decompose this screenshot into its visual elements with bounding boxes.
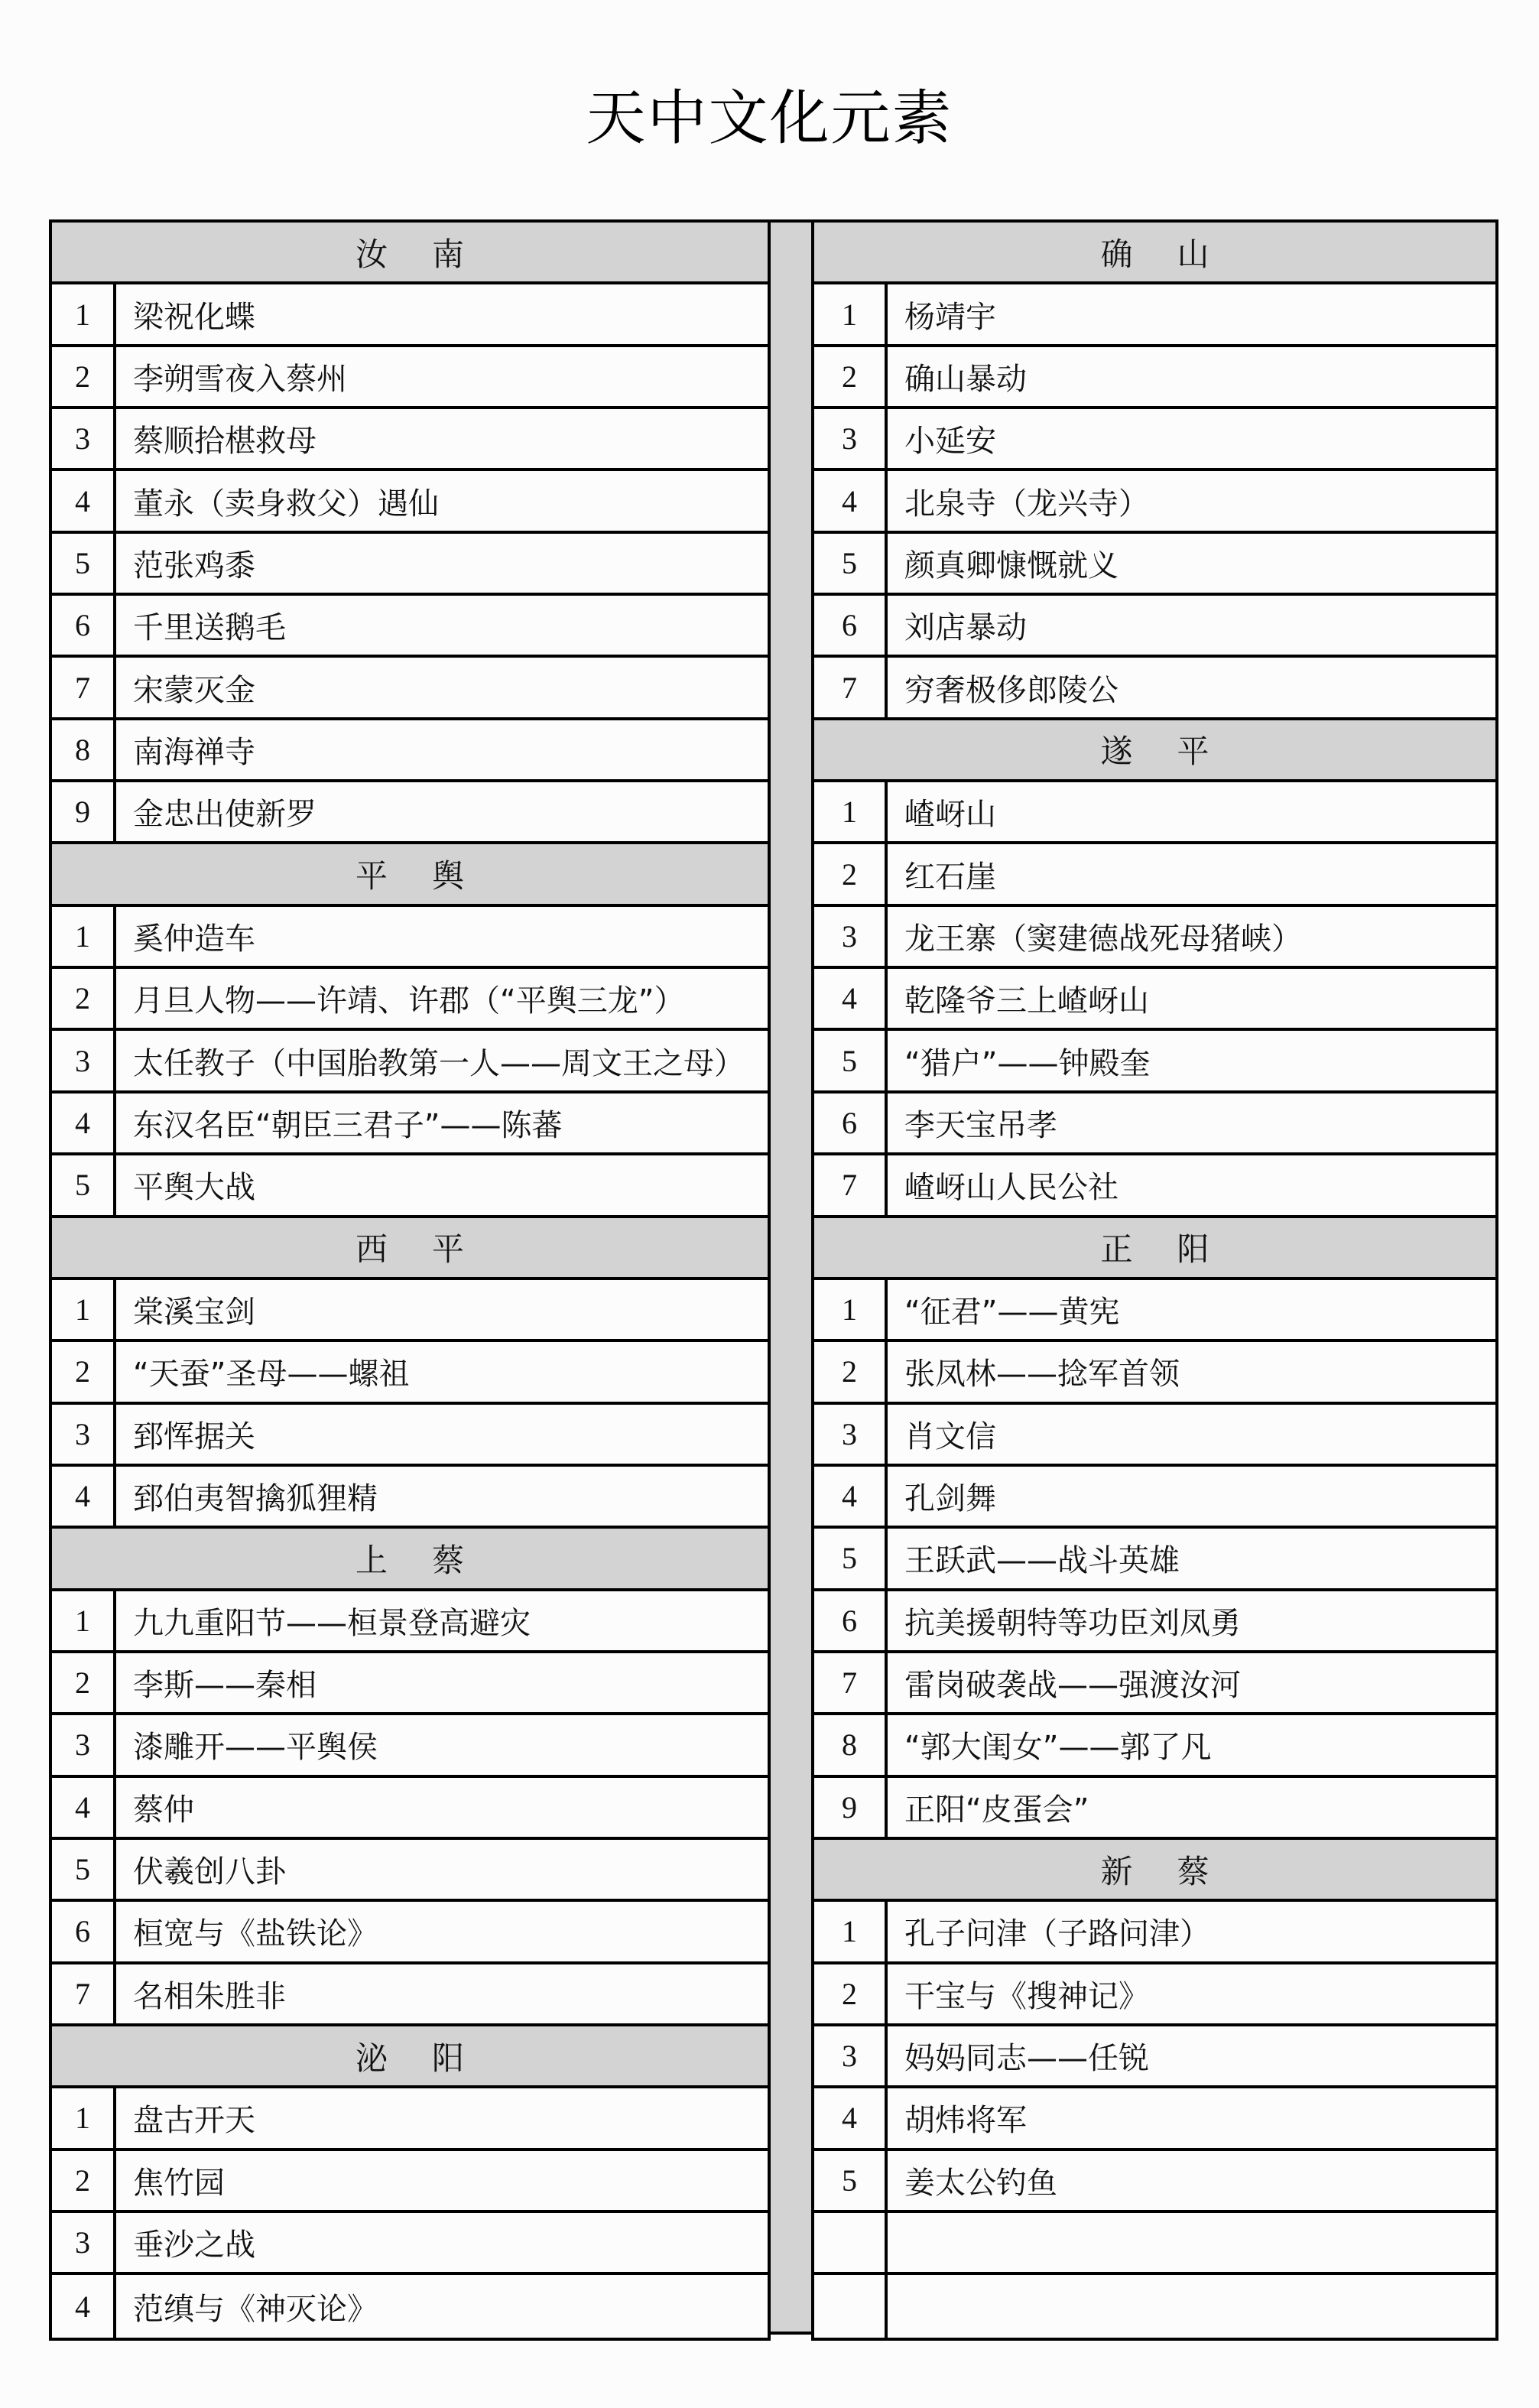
row-text: 太任教子（中国胎教第一人——周文王之母） — [133, 1045, 745, 1081]
row-text: “郭大闺女”——郭了凡 — [904, 1730, 1212, 1766]
table-row — [52, 471, 768, 533]
row-number: 4 — [52, 471, 116, 530]
row-number: 1 — [52, 1591, 116, 1650]
region-header: 汝南 — [52, 223, 768, 284]
table-row — [814, 907, 1495, 969]
row-text: 李天宝吊孝 — [904, 1107, 1057, 1143]
row-text: 月旦人物——许靖、许郡（“平舆三龙”） — [133, 983, 685, 1019]
row-number: 1 — [814, 1280, 888, 1339]
row-number: 3 — [52, 1405, 116, 1464]
row-text: 抗美援朝特等功臣刘凤勇 — [904, 1605, 1241, 1641]
table-row — [52, 1840, 768, 1902]
row-text: “猎户”——钟殿奎 — [904, 1045, 1151, 1081]
row-number — [814, 2213, 888, 2272]
row-number: 6 — [52, 1902, 116, 1961]
row-text: 刘店暴动 — [904, 610, 1027, 646]
row-text: 蔡顺拾椹救母 — [133, 424, 317, 460]
row-text: 郅伯夷智擒狐狸精 — [133, 1481, 378, 1517]
row-number: 1 — [814, 782, 888, 841]
table-row — [814, 284, 1495, 346]
table-row — [814, 1342, 1495, 1404]
row-number: 7 — [814, 658, 888, 717]
row-number: 3 — [814, 409, 888, 468]
row-text — [888, 2213, 1495, 2272]
table-row — [52, 907, 768, 969]
row-text: 焦竹园 — [133, 2165, 225, 2201]
row-number: 9 — [814, 1778, 888, 1837]
row-number: 1 — [52, 2088, 116, 2147]
row-number: 4 — [814, 1467, 888, 1526]
row-text: 王跃武——战斗英雄 — [904, 1543, 1180, 1579]
table-row — [814, 1155, 1495, 1217]
table-row — [52, 1591, 768, 1653]
row-text: 九九重阳节——桓景登高避灾 — [133, 1605, 531, 1641]
left-table — [49, 219, 771, 2341]
region-header: 正阳 — [814, 1218, 1495, 1280]
row-text: 孔子问津（子路问津） — [904, 1916, 1210, 1952]
row-number: 3 — [52, 1715, 116, 1774]
row-text: 桓宽与《盐铁论》 — [133, 1916, 378, 1952]
table-row — [52, 2151, 768, 2213]
row-text: 红石崖 — [904, 859, 996, 895]
row-text: 姜太公钓鱼 — [904, 2165, 1057, 2201]
row-number: 2 — [814, 1964, 888, 2023]
blank-row — [814, 2275, 1495, 2337]
row-text: 漆雕开——平舆侯 — [133, 1730, 378, 1766]
blank-row — [814, 2213, 1495, 2275]
row-number: 2 — [52, 1653, 116, 1712]
row-text: 孔剑舞 — [904, 1481, 996, 1517]
row-number: 3 — [52, 409, 116, 468]
table-row — [814, 969, 1495, 1031]
row-number: 3 — [52, 1031, 116, 1090]
table-row — [814, 844, 1495, 906]
row-text: 范缜与《神灭论》 — [133, 2291, 378, 2327]
row-text: 李斯——秦相 — [133, 1668, 317, 1704]
table-row — [814, 1529, 1495, 1591]
row-text: 东汉名臣“朝臣三君子”——陈蕃 — [133, 1107, 563, 1143]
table-row — [814, 1591, 1495, 1653]
row-number: 7 — [814, 1653, 888, 1712]
row-text: “天蚕”圣母——螺祖 — [133, 1357, 410, 1392]
region-header: 遂平 — [814, 720, 1495, 782]
table-row — [52, 969, 768, 1031]
row-number: 4 — [814, 2088, 888, 2147]
table-row — [52, 1342, 768, 1404]
row-number: 2 — [814, 844, 888, 903]
row-number: 4 — [52, 1467, 116, 1526]
row-text: 颜真卿慷慨就义 — [904, 548, 1119, 583]
table-row — [52, 658, 768, 720]
column-gutter — [769, 219, 813, 2335]
table-row — [814, 658, 1495, 720]
table-row — [814, 1715, 1495, 1777]
table-row — [52, 1778, 768, 1840]
row-text: 垂沙之战 — [133, 2228, 255, 2263]
row-number: 5 — [52, 1840, 116, 1899]
table-row — [814, 1653, 1495, 1715]
row-text: 南海禅寺 — [133, 734, 255, 770]
table-row — [814, 1280, 1495, 1342]
row-text: 妈妈同志——任锐 — [904, 2041, 1149, 2077]
region-header: 平舆 — [52, 844, 768, 906]
row-number: 4 — [52, 1778, 116, 1837]
table-row — [52, 347, 768, 409]
region-header: 西平 — [52, 1218, 768, 1280]
row-text: 名相朱胜非 — [133, 1978, 286, 2014]
row-text: 杨靖宇 — [904, 299, 996, 335]
row-number: 3 — [814, 907, 888, 966]
page-title: 天中文化元素 — [586, 84, 953, 153]
row-number: 3 — [814, 1405, 888, 1464]
row-text: 肖文信 — [904, 1418, 996, 1454]
table-row — [814, 471, 1495, 533]
table-row — [814, 1467, 1495, 1529]
table-row — [52, 1155, 768, 1217]
region-header: 泌阳 — [52, 2026, 768, 2088]
row-text: 胡炜将军 — [904, 2103, 1027, 2139]
row-number: 5 — [814, 534, 888, 593]
row-text: 穷奢极侈郎陵公 — [904, 672, 1119, 708]
table-row — [814, 1405, 1495, 1467]
row-text: 奚仲造车 — [133, 921, 255, 957]
row-text: 棠溪宝剑 — [133, 1295, 255, 1331]
table-row — [52, 1094, 768, 1155]
row-text: 北泉寺（龙兴寺） — [904, 486, 1149, 522]
row-number: 4 — [52, 1094, 116, 1152]
row-number: 6 — [52, 596, 116, 655]
row-number: 7 — [814, 1155, 888, 1214]
row-number: 1 — [52, 1280, 116, 1339]
row-text: 嵖岈山人民公社 — [904, 1170, 1119, 1206]
table-row — [52, 409, 768, 471]
table-row — [52, 720, 768, 782]
row-text: 蔡仲 — [133, 1792, 194, 1828]
row-text — [888, 2275, 1495, 2337]
table-row — [52, 596, 768, 658]
row-number: 5 — [814, 2151, 888, 2210]
row-number: 4 — [52, 2275, 116, 2337]
row-text: 平舆大战 — [133, 1170, 255, 1206]
table-row — [52, 782, 768, 844]
table-row — [52, 2275, 768, 2337]
row-number: 5 — [52, 534, 116, 593]
row-text: 宋蒙灭金 — [133, 672, 255, 708]
row-number: 2 — [52, 347, 116, 406]
table-row — [814, 534, 1495, 596]
row-text: 乾隆爷三上嵖岈山 — [904, 983, 1149, 1019]
table-row — [814, 2026, 1495, 2088]
row-text: 小延安 — [904, 424, 996, 460]
region-header: 确山 — [814, 223, 1495, 284]
table-row — [814, 2088, 1495, 2150]
row-text: 范张鸡黍 — [133, 548, 255, 583]
table-row — [52, 1405, 768, 1467]
row-text: 龙王寨（窦建德战死母猪峡） — [904, 921, 1302, 957]
table-row — [52, 1467, 768, 1529]
row-text: “征君”——黄宪 — [904, 1295, 1120, 1331]
row-text: 盘古开天 — [133, 2103, 255, 2139]
table-row — [52, 1964, 768, 2026]
row-text: 雷岗破袭战——强渡汝河 — [904, 1668, 1241, 1704]
table-row — [52, 1715, 768, 1777]
table-row — [52, 2213, 768, 2275]
right-table — [811, 219, 1498, 2341]
table-row — [814, 347, 1495, 409]
row-number: 1 — [814, 1902, 888, 1961]
row-text: 郅恽据关 — [133, 1418, 255, 1454]
row-number: 3 — [814, 2026, 888, 2085]
table-row — [52, 284, 768, 346]
table-row — [52, 1902, 768, 1964]
row-number: 1 — [814, 284, 888, 343]
row-number: 8 — [52, 720, 116, 779]
row-number: 5 — [814, 1529, 888, 1587]
table-row — [52, 1280, 768, 1342]
table-row — [814, 1094, 1495, 1155]
row-number: 2 — [814, 1342, 888, 1401]
row-number: 4 — [814, 471, 888, 530]
row-text: 正阳“皮蛋会” — [904, 1792, 1089, 1828]
table-row — [814, 1964, 1495, 2026]
row-number: 7 — [52, 658, 116, 717]
row-number: 8 — [814, 1715, 888, 1774]
table-row — [814, 782, 1495, 844]
table-row — [814, 596, 1495, 658]
table-row — [52, 534, 768, 596]
row-text: 梁祝化蝶 — [133, 299, 255, 335]
table-row — [814, 1778, 1495, 1840]
table-row — [814, 1902, 1495, 1964]
region-header: 新蔡 — [814, 1840, 1495, 1902]
row-text: 伏羲创八卦 — [133, 1854, 286, 1890]
row-text: 张凤林——捻军首领 — [904, 1357, 1180, 1392]
table-row — [52, 1031, 768, 1093]
row-number: 5 — [814, 1031, 888, 1090]
row-number: 2 — [52, 969, 116, 1028]
row-number: 5 — [52, 1155, 116, 1214]
row-text: 董永（卖身救父）遇仙 — [133, 486, 439, 522]
table-row — [814, 1031, 1495, 1093]
row-text: 干宝与《搜神记》 — [904, 1978, 1149, 2014]
row-number — [814, 2275, 888, 2337]
table-row — [814, 409, 1495, 471]
row-number: 6 — [814, 1591, 888, 1650]
table-row — [52, 1653, 768, 1715]
row-number: 6 — [814, 596, 888, 655]
row-number: 1 — [52, 907, 116, 966]
row-text: 金忠出使新罗 — [133, 797, 317, 833]
table-row — [814, 2151, 1495, 2213]
row-number: 1 — [52, 284, 116, 343]
row-text: 千里送鹅毛 — [133, 610, 286, 646]
row-number: 6 — [814, 1094, 888, 1152]
row-text: 确山暴动 — [904, 361, 1027, 397]
table-row — [52, 2088, 768, 2150]
row-number: 9 — [52, 782, 116, 841]
row-number: 3 — [52, 2213, 116, 2272]
row-number: 2 — [52, 2151, 116, 2210]
row-number: 2 — [814, 347, 888, 406]
row-number: 4 — [814, 969, 888, 1028]
row-number: 2 — [52, 1342, 116, 1401]
region-header: 上蔡 — [52, 1529, 768, 1591]
row-number: 7 — [52, 1964, 116, 2023]
row-text: 嵖岈山 — [904, 797, 996, 833]
row-text: 李朔雪夜入蔡州 — [133, 361, 347, 397]
